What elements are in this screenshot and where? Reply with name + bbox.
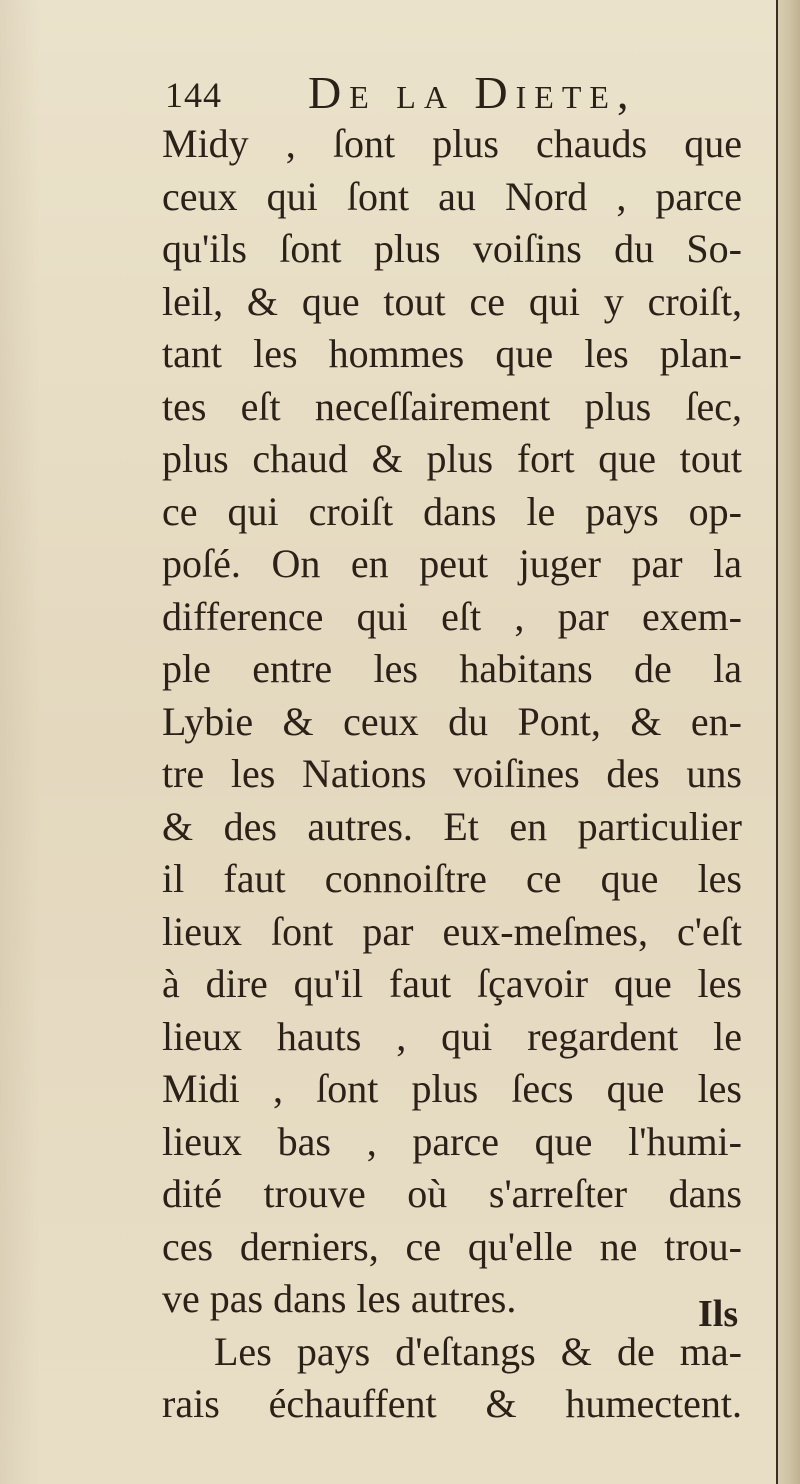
running-title: De la Diete, — [308, 67, 637, 118]
text-line: ceux qui ſont au Nord , parce — [162, 173, 742, 219]
paragraph-end-line: ve pas dans les autres. — [162, 1276, 517, 1321]
text-line: ce qui croiſt dans le pays op- — [162, 488, 742, 534]
text-line: ple entre les habitans de la — [162, 646, 742, 691]
text-line: plus chaud & plus fort que tout — [162, 436, 742, 481]
paragraph-start-line: Les pays d'eſtangs & de ma- — [214, 1328, 742, 1374]
page-edge — [776, 0, 800, 1484]
text-line: à dire qu'il faut ſçavoir que les — [162, 961, 742, 1006]
text-line: dité trouve où s'arreſter dans — [162, 1171, 742, 1216]
text-line: difference qui eſt , par exem- — [162, 593, 742, 639]
text-line: tre les Nations voiſines des uns — [162, 751, 742, 796]
catchword: Ils — [698, 1293, 739, 1335]
page-number: 144 — [165, 75, 222, 115]
text-line: lieux ſont par eux-meſmes, c'eſt — [162, 908, 742, 954]
text-line: il faut connoiſtre ce que les — [162, 856, 742, 901]
text-line: lieux bas , parce que l'humi- — [162, 1118, 742, 1164]
text-line: rais échauffent & humectent. — [162, 1381, 742, 1426]
text-line: ces derniers, ce qu'elle ne trou- — [162, 1223, 742, 1269]
text-line: Midy , ſont plus chauds que — [162, 121, 742, 166]
text-line: Lybie & ceux du Pont, & en- — [162, 698, 742, 744]
text-line: leil, & que tout ce qui y croiſt, — [162, 278, 742, 324]
text-line: tes eſt neceſſairement plus ſec, — [162, 383, 742, 429]
text-line: tant les hommes que les plan- — [162, 331, 742, 376]
text-line: lieux hauts , qui regardent le — [162, 1013, 742, 1059]
text-line: qu'ils ſont plus voiſins du So- — [162, 226, 742, 271]
body-text — [162, 118, 742, 1431]
text-line: Midi , ſont plus ſecs que les — [162, 1066, 742, 1111]
text-line: & des autres. Et en particulier — [162, 803, 742, 849]
text-line: poſé. On en peut juger par la — [162, 541, 742, 586]
running-head — [165, 66, 745, 116]
